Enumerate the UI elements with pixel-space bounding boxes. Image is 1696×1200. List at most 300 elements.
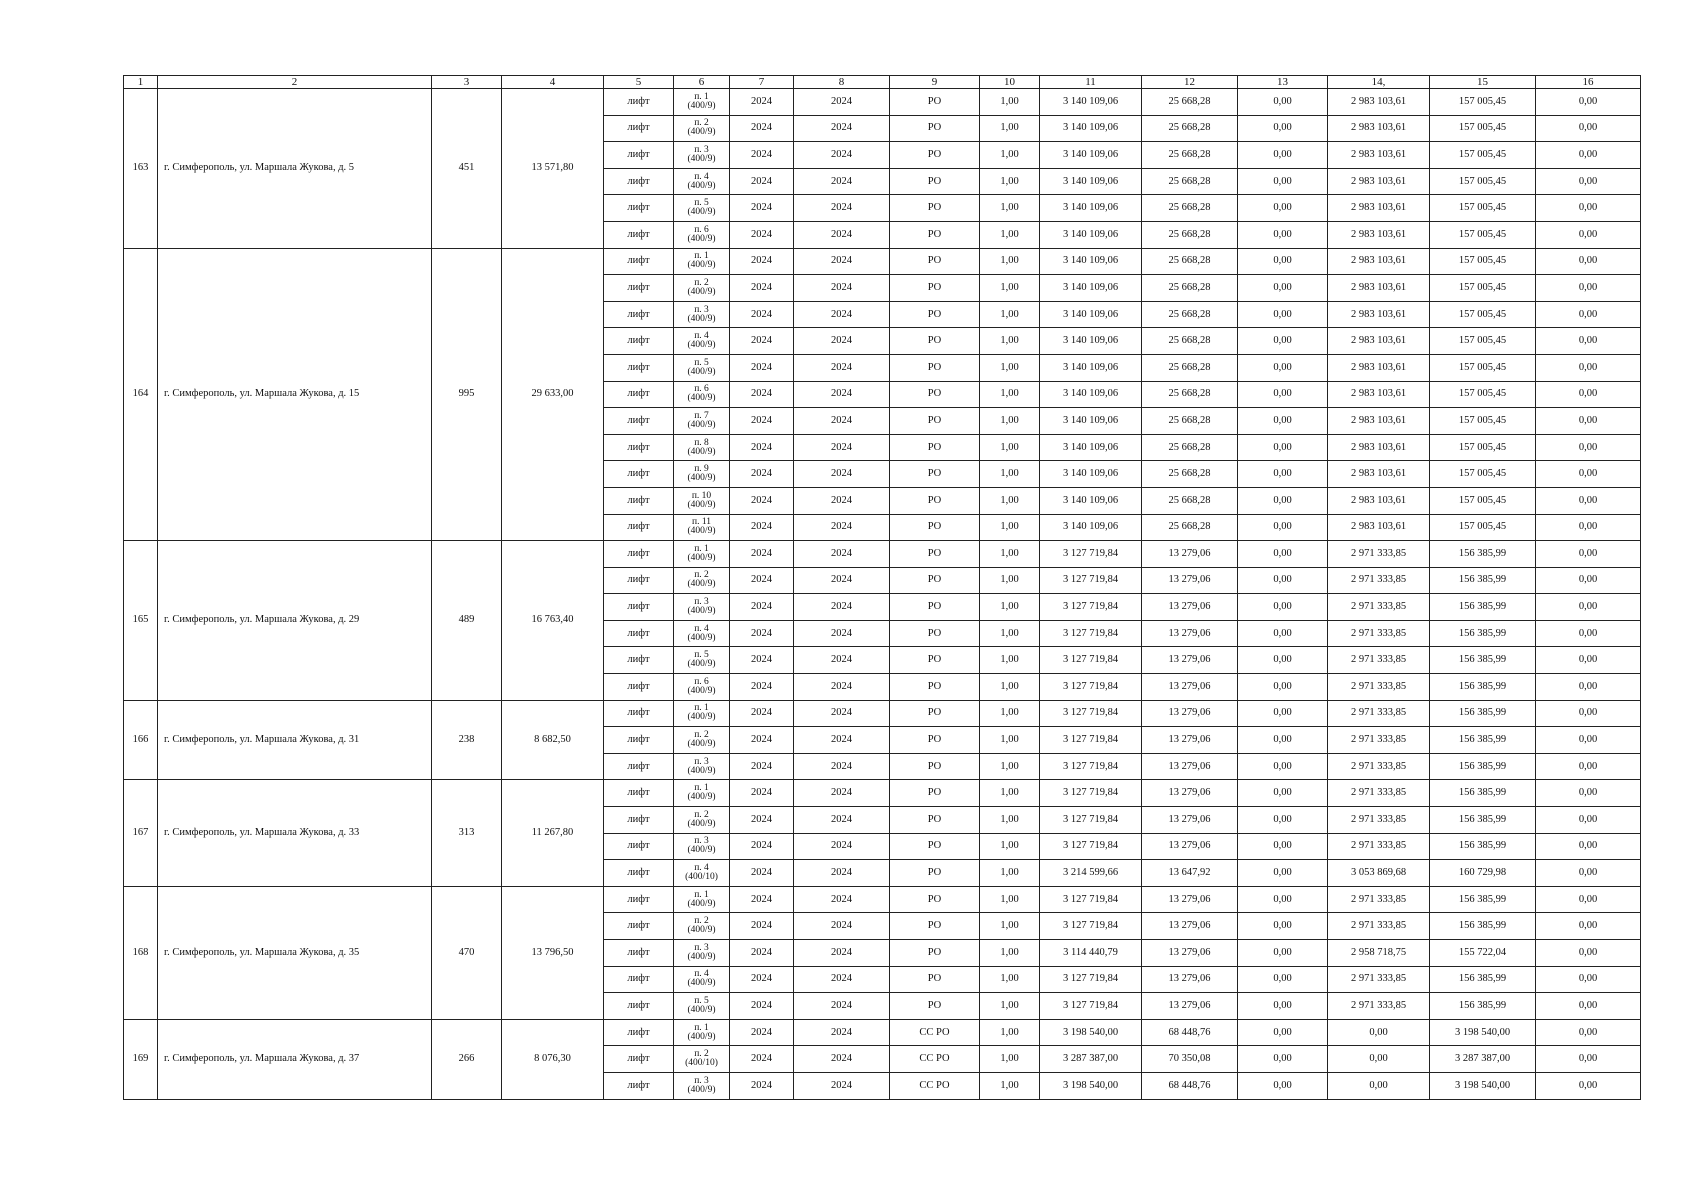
year-start: 2024 [730, 940, 794, 967]
funding-source: РО [890, 142, 980, 169]
year-start: 2024 [730, 700, 794, 727]
entrance-cell [674, 1046, 730, 1073]
col-13-value: 0,00 [1238, 115, 1328, 142]
col-16-value: 0,00 [1536, 1072, 1641, 1099]
col-13-value: 0,00 [1238, 354, 1328, 381]
funding-source: РО [890, 381, 980, 408]
quantity: 1,00 [980, 1072, 1040, 1099]
col-15-value: 157 005,45 [1430, 89, 1536, 116]
elevator-code: (400/9) [687, 818, 716, 829]
year-start: 2024 [730, 381, 794, 408]
unit-cost: 13 279,06 [1142, 886, 1238, 913]
elevator-code: (400/10) [685, 1058, 718, 1069]
col-15-value: 156 385,99 [1430, 567, 1536, 594]
elevator-code: (400/9) [687, 632, 716, 643]
quantity: 1,00 [980, 913, 1040, 940]
entrance-number: п. 3 [694, 756, 709, 767]
work-type: лифт [604, 807, 674, 834]
col-15-value: 156 385,99 [1430, 753, 1536, 780]
column-header: 15 [1430, 76, 1536, 89]
house-col-3: 995 [432, 248, 502, 541]
entrance-number: п. 5 [694, 650, 709, 661]
entrance-number: п. 1 [694, 889, 709, 900]
col-16-value: 0,00 [1536, 168, 1641, 195]
col-14-value: 2 983 103,61 [1328, 168, 1430, 195]
work-type: лифт [604, 1019, 674, 1046]
col-15-value: 156 385,99 [1430, 727, 1536, 754]
year-end: 2024 [794, 248, 890, 275]
total-cost: 3 140 109,06 [1040, 89, 1142, 116]
col-13-value: 0,00 [1238, 461, 1328, 488]
unit-cost: 13 279,06 [1142, 780, 1238, 807]
year-end: 2024 [794, 434, 890, 461]
elevator-code: (400/9) [687, 526, 716, 537]
entrance-cell [674, 275, 730, 302]
column-header: 9 [890, 76, 980, 89]
work-type: лифт [604, 514, 674, 541]
unit-cost: 25 668,28 [1142, 248, 1238, 275]
entrance-cell [674, 940, 730, 967]
elevator-code: (400/9) [687, 712, 716, 723]
col-14-value: 2 983 103,61 [1328, 328, 1430, 355]
col-13-value: 0,00 [1238, 674, 1328, 701]
year-end: 2024 [794, 940, 890, 967]
unit-cost: 25 668,28 [1142, 354, 1238, 381]
entrance-number: п. 5 [694, 198, 709, 209]
work-type: лифт [604, 1046, 674, 1073]
col-13-value: 0,00 [1238, 301, 1328, 328]
year-start: 2024 [730, 753, 794, 780]
unit-cost: 25 668,28 [1142, 461, 1238, 488]
entrance-cell [674, 195, 730, 222]
unit-cost: 13 279,06 [1142, 567, 1238, 594]
col-13-value: 0,00 [1238, 860, 1328, 887]
col-13-value: 0,00 [1238, 567, 1328, 594]
column-header: 6 [674, 76, 730, 89]
quantity: 1,00 [980, 1019, 1040, 1046]
entrance-cell [674, 567, 730, 594]
year-start: 2024 [730, 674, 794, 701]
elevator-code: (400/9) [687, 739, 716, 750]
year-start: 2024 [730, 913, 794, 940]
house-number: 165 [124, 541, 158, 701]
column-header: 13 [1238, 76, 1328, 89]
house-area: 16 763,40 [502, 541, 604, 701]
entrance-number: п. 2 [694, 118, 709, 129]
total-cost: 3 127 719,84 [1040, 753, 1142, 780]
entrance-cell [674, 487, 730, 514]
col-15-value: 156 385,99 [1430, 674, 1536, 701]
house-number: 166 [124, 700, 158, 780]
funding-source: РО [890, 275, 980, 302]
quantity: 1,00 [980, 514, 1040, 541]
year-end: 2024 [794, 275, 890, 302]
col-13-value: 0,00 [1238, 620, 1328, 647]
year-start: 2024 [730, 248, 794, 275]
quantity: 1,00 [980, 275, 1040, 302]
year-start: 2024 [730, 993, 794, 1020]
column-header: 11 [1040, 76, 1142, 89]
total-cost: 3 127 719,84 [1040, 647, 1142, 674]
col-14-value: 2 971 333,85 [1328, 541, 1430, 568]
year-end: 2024 [794, 461, 890, 488]
col-14-value: 3 053 869,68 [1328, 860, 1430, 887]
funding-source: РО [890, 567, 980, 594]
year-end: 2024 [794, 408, 890, 435]
year-end: 2024 [794, 301, 890, 328]
entrance-number: п. 4 [694, 863, 709, 874]
year-end: 2024 [794, 487, 890, 514]
col-16-value: 0,00 [1536, 886, 1641, 913]
col-14-value: 2 971 333,85 [1328, 700, 1430, 727]
total-cost: 3 127 719,84 [1040, 541, 1142, 568]
elevator-code: (400/9) [687, 233, 716, 244]
entrance-number: п. 2 [694, 1049, 709, 1060]
quantity: 1,00 [980, 567, 1040, 594]
entrance-cell [674, 328, 730, 355]
entrance-cell [674, 620, 730, 647]
elevator-code: (400/10) [685, 872, 718, 883]
house-col-3: 266 [432, 1019, 502, 1099]
year-end: 2024 [794, 674, 890, 701]
house-area: 8 682,50 [502, 700, 604, 780]
col-15-value: 3 198 540,00 [1430, 1019, 1536, 1046]
unit-cost: 25 668,28 [1142, 89, 1238, 116]
col-13-value: 0,00 [1238, 487, 1328, 514]
col-16-value: 0,00 [1536, 221, 1641, 248]
year-start: 2024 [730, 487, 794, 514]
total-cost: 3 140 109,06 [1040, 434, 1142, 461]
entrance-number: п. 4 [694, 171, 709, 182]
col-13-value: 0,00 [1238, 700, 1328, 727]
col-13-value: 0,00 [1238, 940, 1328, 967]
col-15-value: 3 287 387,00 [1430, 1046, 1536, 1073]
elevator-code: (400/9) [687, 978, 716, 989]
unit-cost: 25 668,28 [1142, 221, 1238, 248]
year-start: 2024 [730, 886, 794, 913]
year-end: 2024 [794, 780, 890, 807]
quantity: 1,00 [980, 168, 1040, 195]
funding-source: РО [890, 221, 980, 248]
total-cost: 3 140 109,06 [1040, 461, 1142, 488]
col-14-value: 2 983 103,61 [1328, 514, 1430, 541]
total-cost: 3 127 719,84 [1040, 993, 1142, 1020]
col-15-value: 156 385,99 [1430, 833, 1536, 860]
work-type: лифт [604, 620, 674, 647]
column-header: 3 [432, 76, 502, 89]
year-start: 2024 [730, 620, 794, 647]
col-16-value: 0,00 [1536, 248, 1641, 275]
year-start: 2024 [730, 115, 794, 142]
year-end: 2024 [794, 966, 890, 993]
col-16-value: 0,00 [1536, 913, 1641, 940]
house-number: 167 [124, 780, 158, 886]
funding-source: РО [890, 301, 980, 328]
col-13-value: 0,00 [1238, 886, 1328, 913]
quantity: 1,00 [980, 541, 1040, 568]
house-address: г. Симферополь, ул. Маршала Жукова, д. 31 [158, 700, 432, 780]
col-13-value: 0,00 [1238, 993, 1328, 1020]
house-area: 13 796,50 [502, 886, 604, 1019]
elevator-code: (400/9) [687, 207, 716, 218]
elevator-code: (400/9) [687, 100, 716, 111]
work-type: лифт [604, 434, 674, 461]
col-14-value: 2 971 333,85 [1328, 647, 1430, 674]
quantity: 1,00 [980, 753, 1040, 780]
entrance-number: п. 8 [694, 437, 709, 448]
col-14-value: 2 983 103,61 [1328, 461, 1430, 488]
col-15-value: 157 005,45 [1430, 461, 1536, 488]
total-cost: 3 127 719,84 [1040, 567, 1142, 594]
unit-cost: 13 279,06 [1142, 833, 1238, 860]
work-type: лифт [604, 753, 674, 780]
unit-cost: 25 668,28 [1142, 514, 1238, 541]
col-16-value: 0,00 [1536, 461, 1641, 488]
entrance-cell [674, 594, 730, 621]
col-14-value: 2 971 333,85 [1328, 780, 1430, 807]
work-type: лифт [604, 1072, 674, 1099]
col-16-value: 0,00 [1536, 115, 1641, 142]
unit-cost: 25 668,28 [1142, 275, 1238, 302]
col-14-value: 2 958 718,75 [1328, 940, 1430, 967]
total-cost: 3 127 719,84 [1040, 886, 1142, 913]
year-end: 2024 [794, 89, 890, 116]
total-cost: 3 140 109,06 [1040, 514, 1142, 541]
entrance-cell [674, 674, 730, 701]
quantity: 1,00 [980, 221, 1040, 248]
entrance-cell [674, 434, 730, 461]
col-16-value: 0,00 [1536, 594, 1641, 621]
elevator-code: (400/9) [687, 685, 716, 696]
total-cost: 3 140 109,06 [1040, 275, 1142, 302]
unit-cost: 70 350,08 [1142, 1046, 1238, 1073]
col-16-value: 0,00 [1536, 1019, 1641, 1046]
col-14-value: 2 983 103,61 [1328, 142, 1430, 169]
work-type: лифт [604, 461, 674, 488]
work-type: лифт [604, 89, 674, 116]
house-col-3: 313 [432, 780, 502, 886]
col-13-value: 0,00 [1238, 913, 1328, 940]
year-end: 2024 [794, 221, 890, 248]
year-end: 2024 [794, 328, 890, 355]
work-type: лифт [604, 647, 674, 674]
col-15-value: 160 729,98 [1430, 860, 1536, 887]
column-number-row [124, 76, 1641, 89]
work-type: лифт [604, 275, 674, 302]
quantity: 1,00 [980, 381, 1040, 408]
year-start: 2024 [730, 594, 794, 621]
col-15-value: 156 385,99 [1430, 993, 1536, 1020]
col-13-value: 0,00 [1238, 780, 1328, 807]
house-number: 168 [124, 886, 158, 1019]
entrance-cell [674, 647, 730, 674]
col-15-value: 157 005,45 [1430, 354, 1536, 381]
unit-cost: 13 279,06 [1142, 966, 1238, 993]
quantity: 1,00 [980, 115, 1040, 142]
elevator-code: (400/9) [687, 552, 716, 563]
work-type: лифт [604, 301, 674, 328]
total-cost: 3 140 109,06 [1040, 221, 1142, 248]
col-13-value: 0,00 [1238, 966, 1328, 993]
work-type: лифт [604, 860, 674, 887]
unit-cost: 25 668,28 [1142, 328, 1238, 355]
year-start: 2024 [730, 1019, 794, 1046]
quantity: 1,00 [980, 594, 1040, 621]
total-cost: 3 140 109,06 [1040, 301, 1142, 328]
funding-source: РО [890, 434, 980, 461]
work-type: лифт [604, 487, 674, 514]
work-type: лифт [604, 780, 674, 807]
funding-source: РО [890, 620, 980, 647]
unit-cost: 13 279,06 [1142, 993, 1238, 1020]
total-cost: 3 127 719,84 [1040, 700, 1142, 727]
col-14-value: 2 971 333,85 [1328, 993, 1430, 1020]
quantity: 1,00 [980, 487, 1040, 514]
col-15-value: 156 385,99 [1430, 700, 1536, 727]
year-end: 2024 [794, 541, 890, 568]
entrance-cell [674, 1019, 730, 1046]
col-15-value: 156 385,99 [1430, 620, 1536, 647]
elevator-code: (400/9) [687, 153, 716, 164]
elevator-code: (400/9) [687, 1004, 716, 1015]
house-address: г. Симферополь, ул. Маршала Жукова, д. 35 [158, 886, 432, 1019]
entrance-number: п. 3 [694, 942, 709, 953]
year-start: 2024 [730, 541, 794, 568]
entrance-cell [674, 168, 730, 195]
elevator-code: (400/9) [687, 606, 716, 617]
col-16-value: 0,00 [1536, 142, 1641, 169]
entrance-number: п. 2 [694, 916, 709, 927]
quantity: 1,00 [980, 142, 1040, 169]
col-14-value: 2 983 103,61 [1328, 195, 1430, 222]
funding-source: РО [890, 514, 980, 541]
total-cost: 3 140 109,06 [1040, 195, 1142, 222]
year-end: 2024 [794, 860, 890, 887]
house-address: г. Симферополь, ул. Маршала Жукова, д. 37 [158, 1019, 432, 1099]
table-body [124, 89, 1641, 1100]
year-end: 2024 [794, 647, 890, 674]
col-16-value: 0,00 [1536, 514, 1641, 541]
unit-cost: 25 668,28 [1142, 115, 1238, 142]
col-15-value: 3 198 540,00 [1430, 1072, 1536, 1099]
quantity: 1,00 [980, 620, 1040, 647]
quantity: 1,00 [980, 993, 1040, 1020]
year-start: 2024 [730, 567, 794, 594]
col-14-value: 2 971 333,85 [1328, 727, 1430, 754]
total-cost: 3 140 109,06 [1040, 408, 1142, 435]
col-15-value: 156 385,99 [1430, 594, 1536, 621]
col-13-value: 0,00 [1238, 1072, 1328, 1099]
house-area: 29 633,00 [502, 248, 604, 541]
quantity: 1,00 [980, 434, 1040, 461]
col-14-value: 2 983 103,61 [1328, 275, 1430, 302]
house-area: 8 076,30 [502, 1019, 604, 1099]
col-16-value: 0,00 [1536, 940, 1641, 967]
unit-cost: 13 279,06 [1142, 674, 1238, 701]
entrance-number: п. 3 [694, 836, 709, 847]
col-16-value: 0,00 [1536, 674, 1641, 701]
unit-cost: 13 279,06 [1142, 647, 1238, 674]
col-13-value: 0,00 [1238, 89, 1328, 116]
column-header: 2 [158, 76, 432, 89]
total-cost: 3 140 109,06 [1040, 168, 1142, 195]
col-14-value: 2 971 333,85 [1328, 674, 1430, 701]
unit-cost: 13 279,06 [1142, 620, 1238, 647]
elevator-code: (400/9) [687, 951, 716, 962]
col-16-value: 0,00 [1536, 301, 1641, 328]
column-header: 10 [980, 76, 1040, 89]
entrance-cell [674, 381, 730, 408]
elevator-code: (400/9) [687, 925, 716, 936]
col-14-value: 2 983 103,61 [1328, 354, 1430, 381]
col-13-value: 0,00 [1238, 168, 1328, 195]
unit-cost: 13 647,92 [1142, 860, 1238, 887]
unit-cost: 13 279,06 [1142, 940, 1238, 967]
col-16-value: 0,00 [1536, 408, 1641, 435]
work-type: лифт [604, 727, 674, 754]
quantity: 1,00 [980, 1046, 1040, 1073]
entrance-number: п. 5 [694, 357, 709, 368]
column-header: 8 [794, 76, 890, 89]
house-area: 11 267,80 [502, 780, 604, 886]
entrance-number: п. 1 [694, 251, 709, 262]
col-15-value: 157 005,45 [1430, 168, 1536, 195]
unit-cost: 13 279,06 [1142, 727, 1238, 754]
col-13-value: 0,00 [1238, 248, 1328, 275]
quantity: 1,00 [980, 354, 1040, 381]
work-type: лифт [604, 567, 674, 594]
funding-source: РО [890, 168, 980, 195]
elevator-code: (400/9) [687, 366, 716, 377]
col-15-value: 155 722,04 [1430, 940, 1536, 967]
funding-source: РО [890, 195, 980, 222]
col-13-value: 0,00 [1238, 514, 1328, 541]
quantity: 1,00 [980, 780, 1040, 807]
funding-source: СС РО [890, 1072, 980, 1099]
work-type: лифт [604, 541, 674, 568]
house-col-3: 451 [432, 89, 502, 249]
column-header: 5 [604, 76, 674, 89]
funding-source: СС РО [890, 1019, 980, 1046]
col-16-value: 0,00 [1536, 993, 1641, 1020]
funding-source: РО [890, 966, 980, 993]
work-type: лифт [604, 993, 674, 1020]
house-address: г. Симферополь, ул. Маршала Жукова, д. 5 [158, 89, 432, 249]
total-cost: 3 127 719,84 [1040, 594, 1142, 621]
col-14-value: 0,00 [1328, 1046, 1430, 1073]
funding-source: РО [890, 807, 980, 834]
house-address: г. Симферополь, ул. Маршала Жукова, д. 29 [158, 541, 432, 701]
entrance-cell [674, 700, 730, 727]
elevator-code: (400/9) [687, 898, 716, 909]
work-type: лифт [604, 674, 674, 701]
year-start: 2024 [730, 408, 794, 435]
entrance-cell [674, 913, 730, 940]
table-row [124, 541, 1641, 568]
work-type: лифт [604, 940, 674, 967]
year-end: 2024 [794, 381, 890, 408]
entrance-number: п. 1 [694, 543, 709, 554]
funding-source: РО [890, 354, 980, 381]
col-15-value: 157 005,45 [1430, 487, 1536, 514]
unit-cost: 68 448,76 [1142, 1072, 1238, 1099]
elevator-code: (400/9) [687, 499, 716, 510]
elevator-code: (400/9) [687, 260, 716, 271]
col-14-value: 2 971 333,85 [1328, 966, 1430, 993]
entrance-cell [674, 1072, 730, 1099]
col-15-value: 157 005,45 [1430, 514, 1536, 541]
col-16-value: 0,00 [1536, 780, 1641, 807]
